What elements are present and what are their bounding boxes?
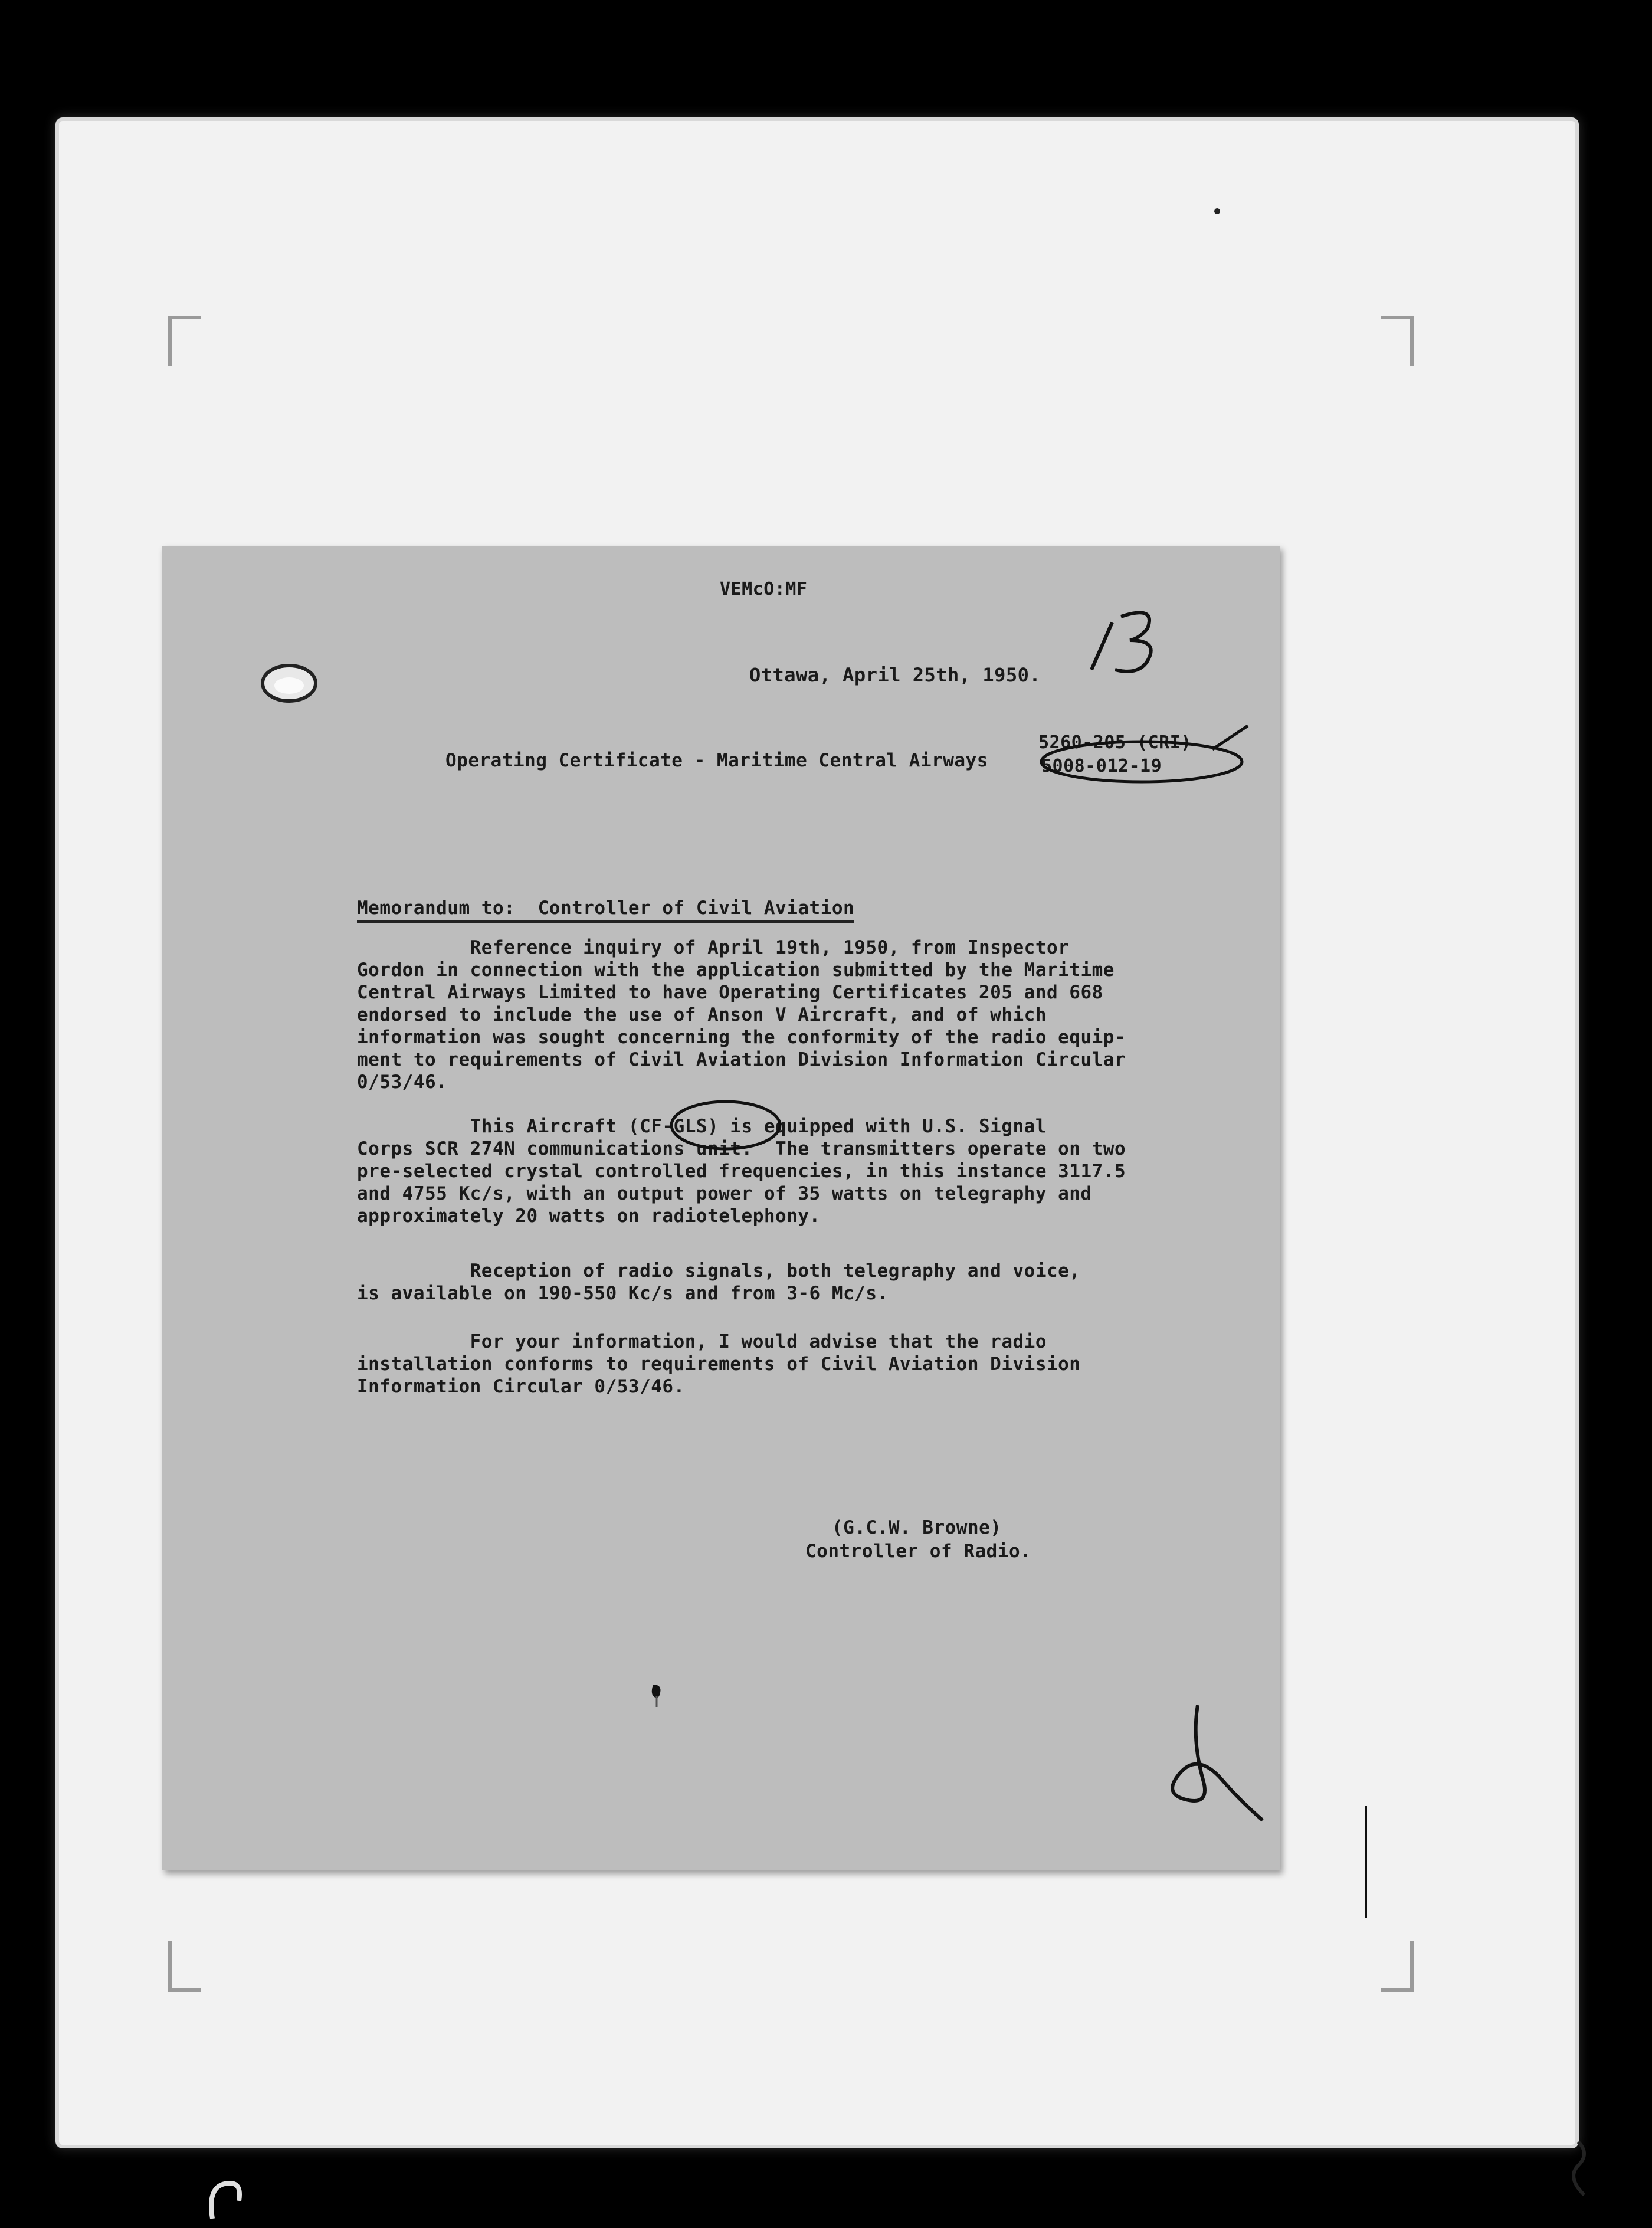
body-line: Reception of radio signals, both telegraphy and voice, bbox=[357, 1260, 1081, 1282]
paper-clip-hole-icon bbox=[257, 655, 322, 708]
signature-title: Controller of Radio. bbox=[805, 1541, 1032, 1562]
body-line: ment to requirements of Civil Aviation Division Information Circular bbox=[357, 1049, 1126, 1070]
body-paragraph-4 bbox=[357, 1331, 1230, 1398]
file-number-circle-icon bbox=[1035, 723, 1260, 788]
body-line: Reference inquiry of April 19th, 1950, from Inspector bbox=[357, 937, 1070, 958]
body-line: approximately 20 watts on radiotelephony. bbox=[357, 1205, 821, 1227]
body-paragraph-1 bbox=[357, 936, 1230, 1093]
body-line: 0/53/46. bbox=[357, 1072, 448, 1093]
body-line: is available on 190-550 Kc/s and from 3-6 Mc/s. bbox=[357, 1283, 889, 1304]
crop-mark-top-left bbox=[168, 316, 201, 366]
edge-mark-icon bbox=[201, 2171, 254, 2224]
file-number-secondary: 5008-012-19 bbox=[1041, 756, 1162, 776]
body-line: and 4755 Kc/s, with an output power of 35 watts on telegraphy and bbox=[357, 1183, 1092, 1204]
edge-mark-icon bbox=[1566, 2136, 1602, 2207]
reference-code: VEMcO:MF bbox=[720, 579, 808, 599]
body-line: pre-selected crystal controlled frequencies, in this instance 3117.5 bbox=[357, 1161, 1126, 1182]
file-number-primary: 5260-205 (CRI) bbox=[1038, 732, 1192, 753]
aircraft-id-circle-icon bbox=[667, 1097, 785, 1154]
handwritten-number-icon bbox=[1086, 602, 1180, 679]
ink-blot-icon bbox=[646, 1679, 670, 1714]
body-line: For your information, I would advise that the radio bbox=[357, 1331, 1047, 1352]
memo-recipient-heading: Memorandum to: Controller of Civil Aviation bbox=[357, 897, 854, 923]
subject-line: Operating Certificate - Maritime Central Airways bbox=[445, 750, 988, 771]
body-line: This Aircraft (CF-GLS) is equipped with U.S. Signal bbox=[357, 1116, 1047, 1137]
body-line: endorsed to include the use of Anson V Aircraft, and of which bbox=[357, 1004, 1047, 1025]
body-line: Corps SCR 274N communications unit. The transmitters operate on two bbox=[357, 1138, 1126, 1159]
body-paragraph-3 bbox=[357, 1260, 1230, 1305]
crop-mark-bottom-right bbox=[1381, 1941, 1414, 1992]
body-line: Information Circular 0/53/46. bbox=[357, 1376, 685, 1397]
body-line: information was sought concerning the conformity of the radio equip- bbox=[357, 1027, 1126, 1048]
body-line: installation conforms to requirements of Civil Aviation Division bbox=[357, 1354, 1081, 1375]
dust-speck-icon bbox=[1212, 207, 1224, 218]
body-line: Central Airways Limited to have Operating Certificates 205 and 668 bbox=[357, 982, 1103, 1003]
crop-mark-top-right bbox=[1381, 316, 1414, 366]
date-line: Ottawa, April 25th, 1950. bbox=[749, 664, 1041, 686]
signature-name: (G.C.W. Browne) bbox=[832, 1517, 1002, 1538]
body-line: Gordon in connection with the application submitted by the Maritime bbox=[357, 959, 1115, 981]
margin-line-icon bbox=[1363, 1806, 1369, 1924]
handwritten-initial-icon bbox=[1162, 1699, 1268, 1829]
body-paragraph-2 bbox=[357, 1115, 1230, 1227]
crop-mark-bottom-left bbox=[168, 1941, 201, 1992]
